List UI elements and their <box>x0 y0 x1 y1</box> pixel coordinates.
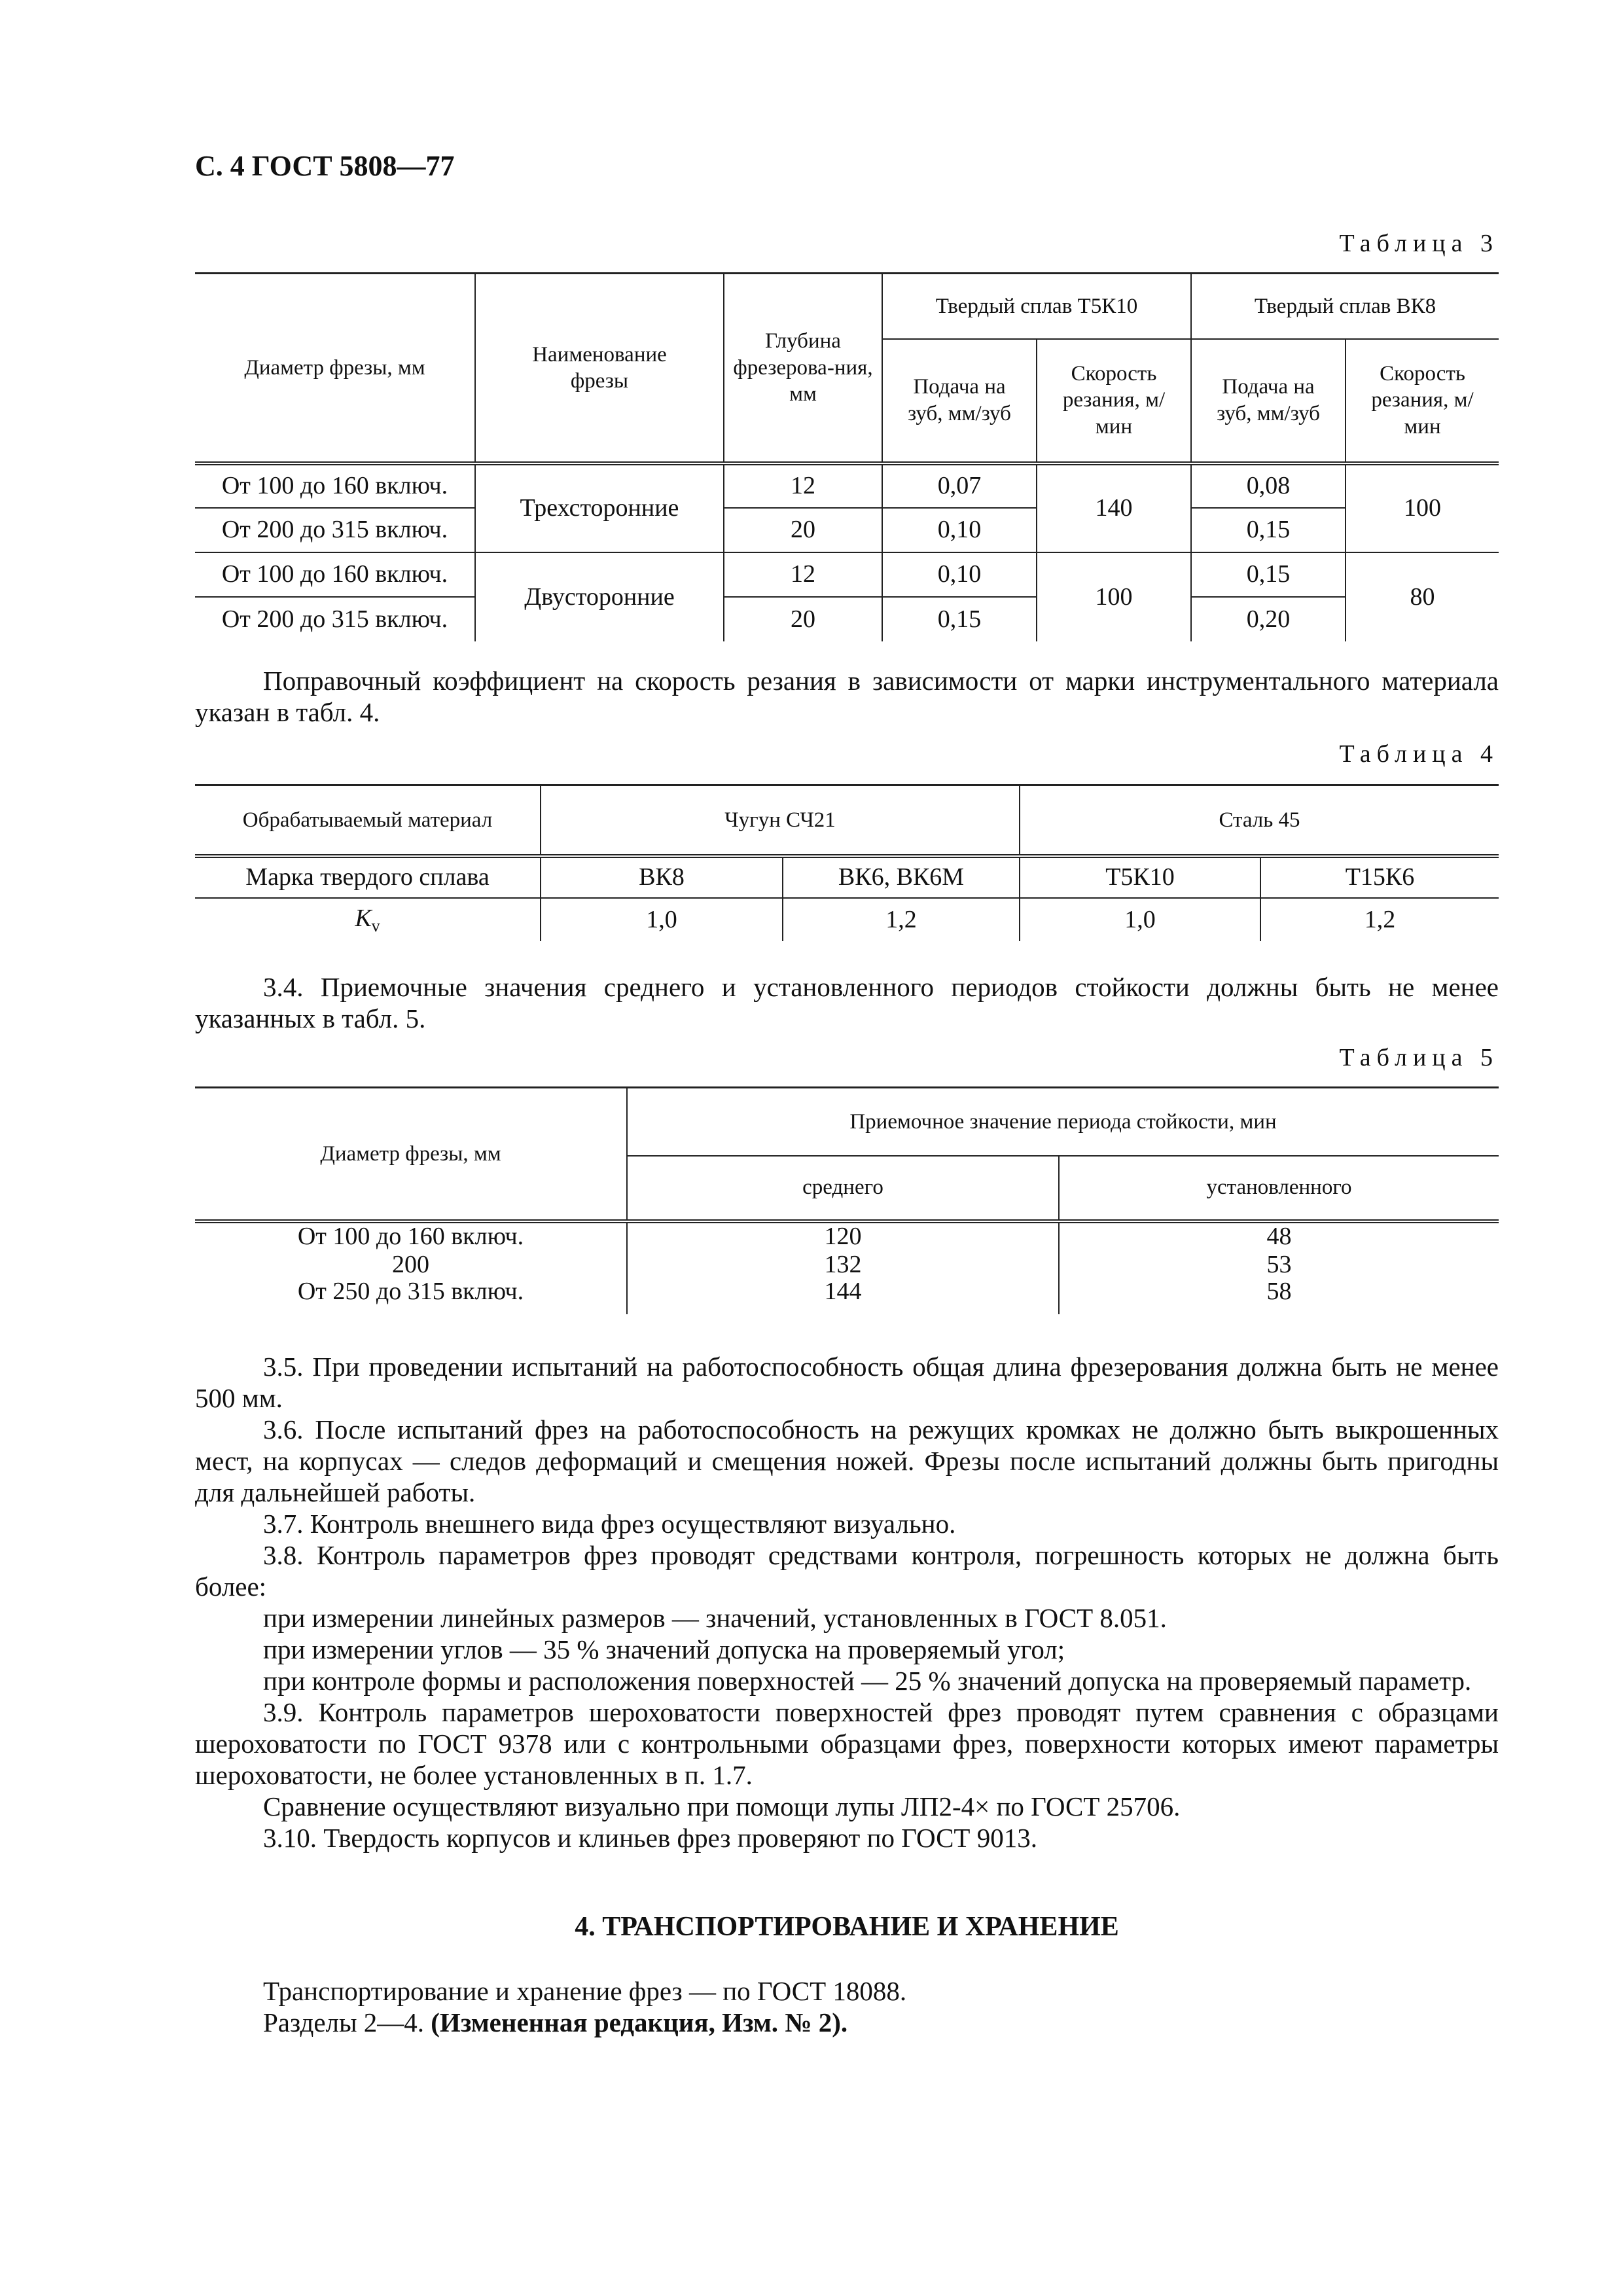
t3-header-vk8: Твердый сплав ВК8 <box>1191 274 1499 339</box>
paragraph-3-8: 3.8. Контроль параметров фрез проводят средствами контроля, погрешность которых не должна быть более: <box>195 1540 1499 1602</box>
t4-kv-label: $K_v$ <box>195 898 541 941</box>
t3-feed-vk8: 0,15 <box>1191 508 1346 552</box>
t4-kv-value: 1,0 <box>541 898 783 941</box>
t4-kv-value: 1,2 <box>783 898 1020 941</box>
t4-grade: Т5К10 <box>1020 856 1260 898</box>
t3-feed-t5k10: 0,15 <box>882 597 1037 641</box>
t3-header-depth: Глубина фрезерова-ния, мм <box>724 274 882 463</box>
t3-feed-t5k10: 0,10 <box>882 552 1037 597</box>
table4-label: Таблица 4 <box>1339 740 1499 768</box>
section-4-amendment: Разделы 2—4. (Измененная редакция, Изм. № 2). <box>263 2007 848 2037</box>
t5-header-value: Приемочное значение периода стойкости, мин <box>627 1088 1499 1156</box>
paragraph-table4-intro: Поправочный коэффициент на скорость резания в зависимости от марки инструментального материала указан в табл. 4. <box>195 666 1499 727</box>
t3-header-speed-t5k10: Скорость резания, м/мин <box>1037 339 1191 463</box>
paragraph-3-4: 3.4. Приемочные значения среднего и установленного периодов стойкости должны быть не менее указанных в табл. 5. <box>195 972 1499 1033</box>
t3-speed-vk8: 80 <box>1346 552 1499 641</box>
t3-cutter-name: Трехсторонние <box>475 463 724 552</box>
t4-kv-value: 1,0 <box>1020 898 1260 941</box>
t3-cutter-name: Двусторонние <box>475 552 724 641</box>
section-4-body <box>195 1975 1499 2038</box>
t4-grade: Т15К6 <box>1260 856 1499 898</box>
body-paragraphs <box>195 1351 1499 1854</box>
table5-label: Таблица 5 <box>1339 1044 1499 1071</box>
table-row <box>195 898 1499 941</box>
table5 <box>195 1086 1499 1314</box>
t3-speed-t5k10: 100 <box>1037 552 1191 641</box>
t3-diameter: От 100 до 160 включ. <box>195 463 475 508</box>
table-row <box>195 597 1499 641</box>
table-row <box>195 1250 1499 1279</box>
t3-feed-t5k10: 0,10 <box>882 508 1037 552</box>
t3-feed-vk8: 0,08 <box>1191 463 1346 508</box>
table-row <box>195 856 1499 898</box>
t3-feed-vk8: 0,15 <box>1191 552 1346 597</box>
paragraph-3-8-linear: при измерении линейных размеров — значений, установленных в ГОСТ 8.051. <box>263 1603 1167 1633</box>
paragraph-3-7: 3.7. Контроль внешнего вида фрез осуществляют визуально. <box>263 1509 956 1539</box>
t5-diameter: От 100 до 160 включ. <box>195 1221 627 1250</box>
table-row <box>195 1279 1499 1314</box>
paragraph-3-6: 3.6. После испытаний фрез на работоспособность на режущих кромках не должно быть выкрошенных мест, на корпусах — следов деформаций и смещения ножей. Фрезы после испытаний должны быть пригодны для дальнейшей работы. <box>195 1414 1499 1507</box>
t3-diameter: От 200 до 315 включ. <box>195 597 475 641</box>
paragraph-3-9-comparison: Сравнение осуществляют визуально при помощи лупы ЛП2-4× по ГОСТ 25706. <box>263 1791 1181 1821</box>
paragraph-3-8-angles: при измерении углов — 35 % значений допуска на проверяемый угол; <box>263 1634 1065 1664</box>
t3-header-feed-t5k10: Подача на зуб, мм/зуб <box>882 339 1037 463</box>
t5-diameter: 200 <box>195 1250 627 1279</box>
t3-header-name: Наименование фрезы <box>475 274 724 463</box>
t3-header-diameter: Диаметр фрезы, мм <box>195 274 475 463</box>
t4-grade: ВК8 <box>541 856 783 898</box>
t3-speed-t5k10: 140 <box>1037 463 1191 552</box>
paragraph-3-10: 3.10. Твердость корпусов и клиньев фрез проверяют по ГОСТ 9013. <box>263 1823 1037 1853</box>
t3-depth: 12 <box>724 552 882 597</box>
t3-feed-t5k10: 0,07 <box>882 463 1037 508</box>
t5-average: 144 <box>627 1279 1059 1314</box>
table-row <box>195 463 1499 508</box>
t3-diameter: От 200 до 315 включ. <box>195 508 475 552</box>
section-4-title: 4. ТРАНСПОРТИРОВАНИЕ И ХРАНЕНИЕ <box>575 1912 1119 1942</box>
t5-header-diameter: Диаметр фрезы, мм <box>195 1088 627 1221</box>
table4 <box>195 784 1499 941</box>
table-row <box>195 508 1499 552</box>
t4-kv-value: 1,2 <box>1260 898 1499 941</box>
t4-grade-label: Марка твердого сплава <box>195 856 541 898</box>
t3-feed-vk8: 0,20 <box>1191 597 1346 641</box>
t4-header-cast-iron: Чугун СЧ21 <box>541 785 1020 856</box>
paragraph-3-5: 3.5. При проведении испытаний на работоспособность общая длина фрезерования должна быть не менее 500 мм. <box>195 1352 1499 1413</box>
t3-diameter: От 100 до 160 включ. <box>195 552 475 597</box>
t5-set: 58 <box>1059 1279 1499 1314</box>
table3 <box>195 272 1499 641</box>
table-row <box>195 552 1499 597</box>
table3-label: Таблица 3 <box>1339 230 1499 257</box>
t3-depth: 20 <box>724 508 882 552</box>
t4-header-material: Обрабатываемый материал <box>195 785 541 856</box>
t3-depth: 20 <box>724 597 882 641</box>
t4-grade: ВК6, ВК6М <box>783 856 1020 898</box>
table-row <box>195 1221 1499 1250</box>
t5-header-average: среднего <box>627 1156 1059 1221</box>
amendment-note: (Измененная редакция, Изм. № 2). <box>431 2007 848 2037</box>
t5-set: 53 <box>1059 1250 1499 1279</box>
t5-set: 48 <box>1059 1221 1499 1250</box>
page-header: С. 4 ГОСТ 5808—77 <box>195 150 455 182</box>
t5-average: 132 <box>627 1250 1059 1279</box>
paragraph-3-9: 3.9. Контроль параметров шероховатости поверхностей фрез проводят путем сравнения с образцами шероховатости по ГОСТ 9378 или с контрольными образцами фрез, поверхности которых имеют параметры шероховатости, не более установленных в п. 1.7. <box>195 1697 1499 1790</box>
t5-header-set: установленного <box>1059 1156 1499 1221</box>
t3-header-t5k10: Твердый сплав Т5К10 <box>882 274 1191 339</box>
paragraph-3-8-form: при контроле формы и расположения поверхностей — 25 % значений допуска на проверяемый параметр. <box>263 1666 1472 1696</box>
t3-depth: 12 <box>724 463 882 508</box>
t3-speed-vk8: 100 <box>1346 463 1499 552</box>
t4-header-steel: Сталь 45 <box>1020 785 1499 856</box>
t3-header-speed-vk8: Скорость резания, м/мин <box>1346 339 1499 463</box>
section-4-text: Транспортирование и хранение фрез — по ГОСТ 18088. <box>263 1976 907 2006</box>
t5-diameter: От 250 до 315 включ. <box>195 1279 627 1314</box>
t3-header-feed-vk8: Подача на зуб, мм/зуб <box>1191 339 1346 463</box>
t5-average: 120 <box>627 1221 1059 1250</box>
